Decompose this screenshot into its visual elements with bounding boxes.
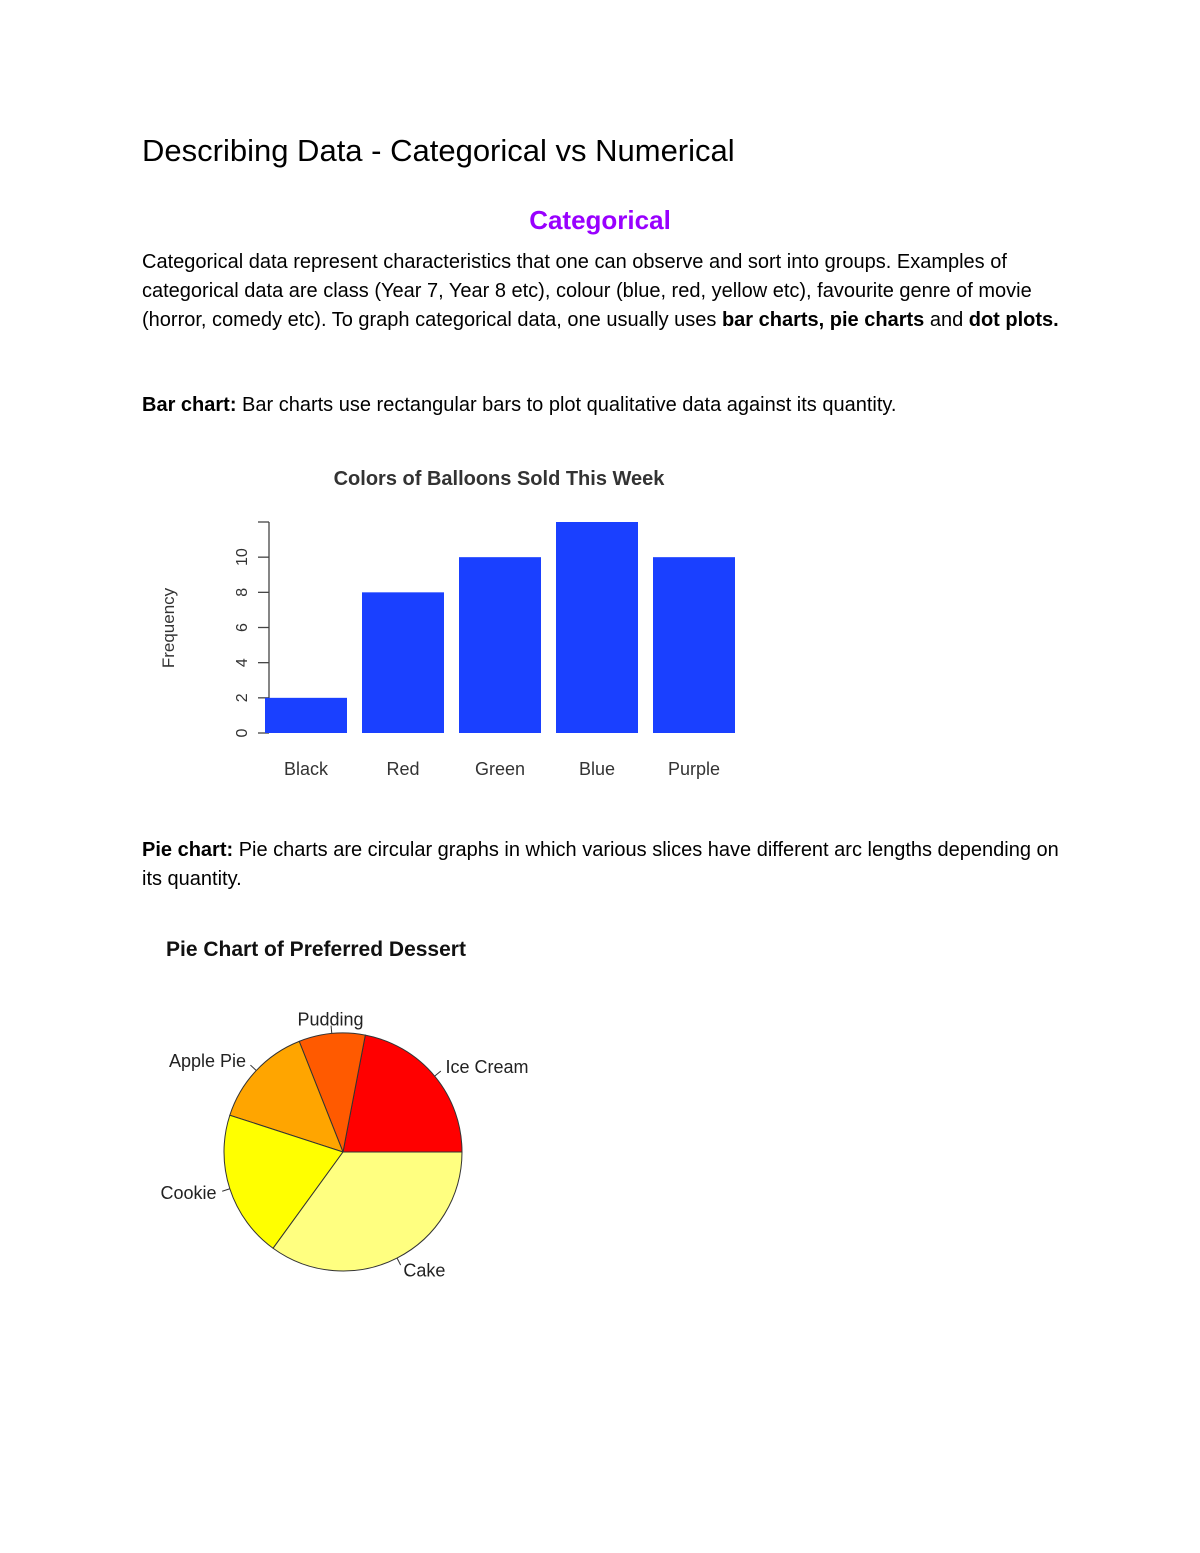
y-tick-label: 4 — [234, 658, 251, 668]
y-tick-label: 6 — [234, 623, 251, 632]
x-tick-label: Red — [386, 759, 420, 779]
x-tick-label: Black — [283, 759, 329, 779]
intro-bold-bar-pie: bar charts, pie charts — [721, 309, 925, 331]
pie-leader-line — [222, 1189, 230, 1191]
pie-slice-label: Apple Pie — [168, 1050, 247, 1071]
pie-chart-description — [142, 836, 1062, 894]
pie-chart — [140, 925, 570, 1285]
bar-chart-text: Bar charts use rectangular bars to plot qualitative data against its quantity. — [236, 394, 897, 416]
page-title: Describing Data - Categorical vs Numerical — [142, 133, 735, 168]
bar-chart-ylabel: Frequency — [159, 587, 178, 669]
pie-leader-line — [250, 1065, 256, 1070]
intro-bold-dot-plots: dot plots. — [968, 309, 1059, 331]
intro-text-2: and — [924, 309, 969, 331]
pie-chart-text: Pie charts are circular graphs in which various slices have different arc lengths depending on its quantity. — [142, 839, 1059, 890]
bar-blue — [556, 522, 638, 733]
bar-chart-title: Colors of Balloons Sold This Week — [333, 468, 665, 490]
pie-chart-slices — [224, 1033, 462, 1271]
bar-chart — [140, 455, 760, 800]
bar-green — [459, 557, 541, 733]
x-tick-label: Purple — [667, 759, 721, 779]
intro-text-1: Categorical data represent characteristics that one can observe and sort into groups. Examples of categorical data are class (Year 7, Year 8 etc), colour (blue, red, yellow etc), favourite genre of movie (horror, comedy etc). To graph categorical data, one usually uses — [142, 251, 1032, 331]
bar-chart-bars — [265, 522, 735, 733]
bar-chart-label: Bar chart: — [142, 394, 237, 416]
y-tick-label: 8 — [234, 587, 251, 597]
bar-chart-x-labels — [284, 759, 720, 779]
pie-slice-label: Ice Cream — [445, 1057, 529, 1078]
bar-red — [362, 592, 444, 733]
pie-slice-label: Pudding — [297, 1009, 364, 1030]
section-heading-categorical: Categorical — [529, 205, 671, 235]
pie-leader-line — [435, 1071, 441, 1076]
bar-chart-description — [142, 391, 1062, 420]
pie-chart-label: Pie chart: — [142, 839, 234, 861]
bar-purple — [653, 557, 735, 733]
intro-paragraph — [142, 248, 1062, 335]
pie-chart-title: Pie Chart of Preferred Dessert — [166, 938, 466, 961]
pie-slice-label: Cookie — [160, 1183, 217, 1204]
y-tick-label: 0 — [234, 728, 251, 738]
pie-leader-line — [397, 1258, 401, 1265]
x-tick-label: Green — [474, 759, 526, 779]
bar-black — [265, 698, 347, 733]
y-tick-label: 10 — [234, 548, 251, 567]
bar-chart-y-axis — [234, 522, 269, 737]
y-tick-label: 2 — [234, 693, 251, 703]
x-tick-label: Blue — [578, 759, 616, 779]
pie-slice-label: Cake — [403, 1260, 446, 1281]
